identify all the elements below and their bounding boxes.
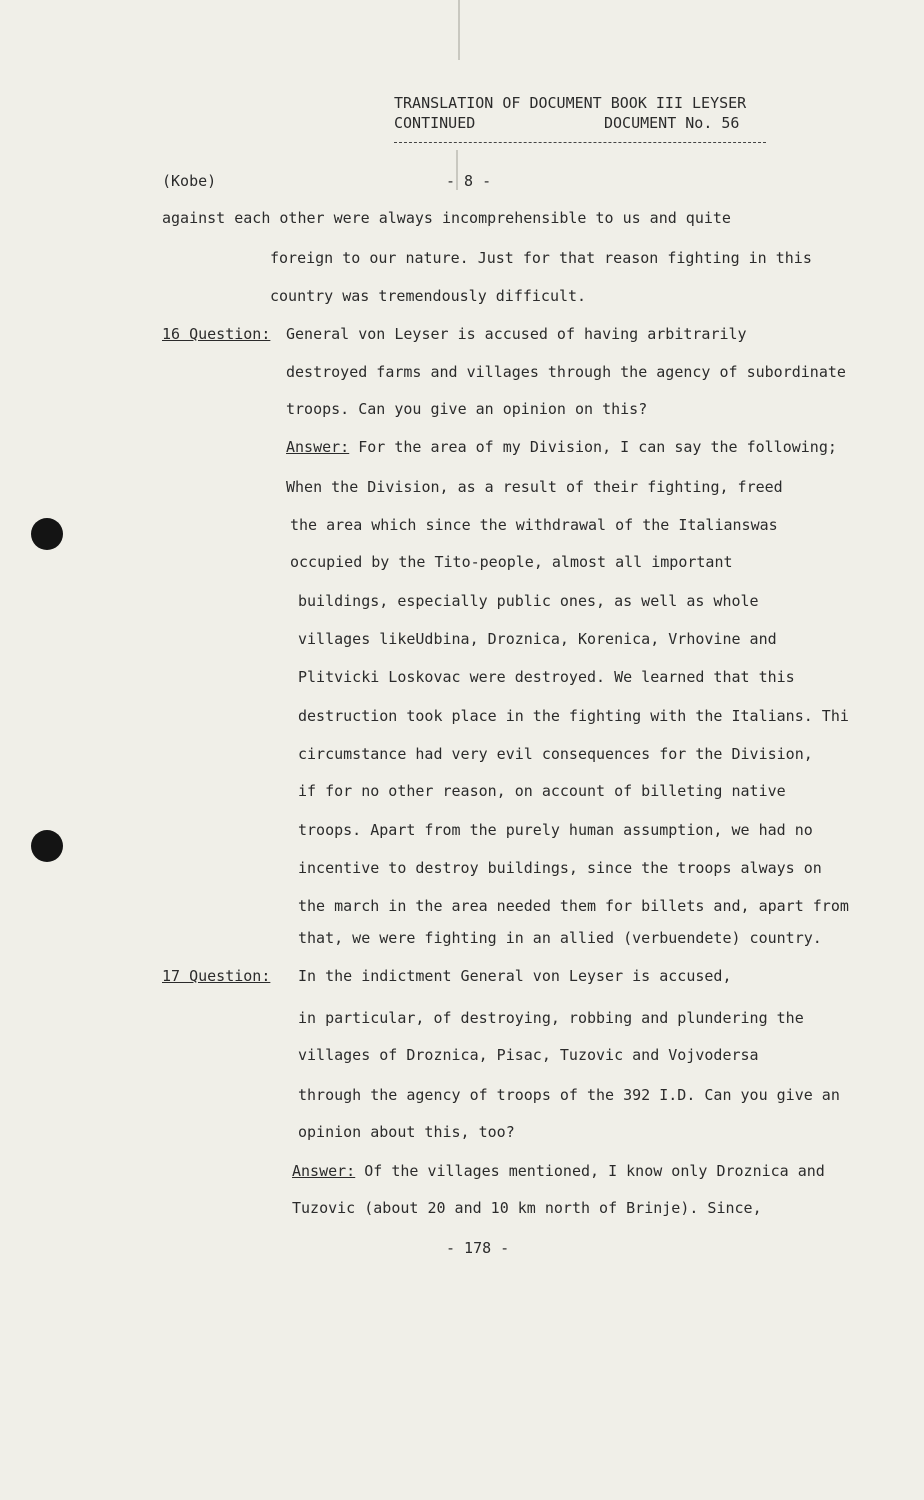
text-line: opinion about this, too? [298,1123,515,1141]
answer-17-text: Of the villages mentioned, I know only Droznica and [355,1162,825,1180]
text-line: in particular, of destroying, robbing and plundering the [298,1009,804,1027]
text-line: Plitvicki Loskovac were destroyed. We learned that this [298,668,795,686]
text-line: buildings, especially public ones, as well as whole [298,592,759,610]
header-document-number: DOCUMENT No. 56 [604,114,740,132]
punch-hole [31,830,63,862]
text-line: occupied by the Tito-people, almost all important [290,553,733,571]
text-line: if for no other reason, on account of billeting native [298,782,786,800]
text-line: the area which since the withdrawal of the Italianswas [290,516,778,534]
paper-blemish [458,0,460,60]
answer-16-line [286,438,837,456]
header-continued: CONTINUED [394,114,476,132]
answer-16-text: For the area of my Division, I can say the following; [349,438,837,456]
text-line: villages likeUdbina, Droznica, Korenica, Vrhovine and [298,630,777,648]
question-16-label: 16 Question: [162,325,271,343]
answer-17-label: Answer: [292,1162,356,1180]
page-author: (Kobe) [162,172,217,190]
text-line: country was tremendously difficult. [270,287,587,305]
punch-hole [31,518,63,550]
text-line: against each other were always incomprehensible to us and quite [162,209,731,227]
page-number: - 8 - [446,172,492,190]
text-line: In the indictment General von Leyser is accused, [298,967,732,985]
answer-17-line [292,1162,825,1180]
text-line: General von Leyser is accused of having arbitrarily [286,325,747,343]
text-line: destruction took place in the fighting with the Italians. Thi [298,707,849,725]
question-17-label: 17 Question: [162,967,271,985]
text-line: troops. Apart from the purely human assumption, we had no [298,821,813,839]
text-line: troops. Can you give an opinion on this? [286,400,648,418]
header-rule [394,142,766,143]
text-line: that, we were fighting in an allied (verbuendete) country. [298,929,822,947]
text-line: through the agency of troops of the 392 I.D. Can you give an [298,1086,840,1104]
text-line: Tuzovic (about 20 and 10 km north of Brinje). Since, [292,1199,762,1217]
text-line: foreign to our nature. Just for that reason fighting in this [270,249,812,267]
answer-16-label: Answer: [286,438,350,456]
text-line: villages of Droznica, Pisac, Tuzovic and Vojvodersa [298,1046,759,1064]
header-title: TRANSLATION OF DOCUMENT BOOK III LEYSER [394,94,747,112]
text-line: When the Division, as a result of their fighting, freed [286,478,783,496]
text-line: the march in the area needed them for billets and, apart from [298,897,849,915]
text-line: destroyed farms and villages through the agency of subordinate [286,363,846,381]
text-line: circumstance had very evil consequences for the Division, [298,745,813,763]
text-line: incentive to destroy buildings, since the troops always on [298,859,822,877]
footer-page-number: - 178 - [446,1239,510,1257]
